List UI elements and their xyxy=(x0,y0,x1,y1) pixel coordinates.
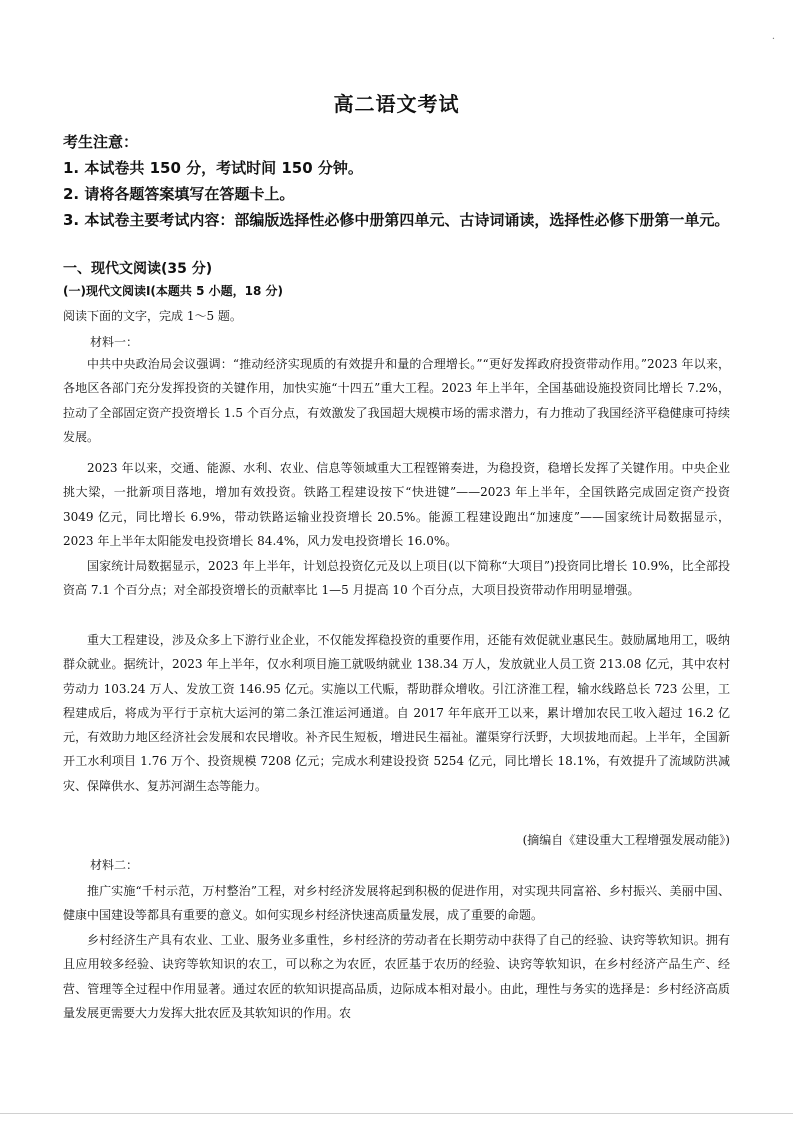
material-one-source: (摘编自《建设重大工程增强发展动能》) xyxy=(522,833,730,847)
notice-item-2: 2. 请将各题答案填写在答题卡上。 xyxy=(63,185,295,203)
material-one-paragraph-4: 重大工程建设，涉及众多上下游行业企业，不仅能发挥稳投资的重要作用，还能有效促就业惠民生。鼓励属地用工，吸纳群众就业。据统计，2023 年上半年，仅水利项目施工就吸纳就业 138.34 万人，发放就业人员工资 213.08 亿元，其中农村劳动力 103.24 万人、发放工资 146.95 亿元。实施以工代赈，帮助群众增收。引江济淮工程，输水线路总长 723 公里，工程建成后，将成为平行于京杭大运河的第二条江淮运河通道。自 2017 年年底开工以来，累计增加农民工收入超过 16.2 亿元，有效助力地区经济社会发展和农民增收。补齐民生短板，增进民生福祉。灌渠穿行沃野，大坝拔地而起。上半年，全国新开工水利项目 1.76 万个、投资规模 7208 亿元；完成水利建设投资 5254 亿元，同比增长 18.1%，有效提升了流域防洪减灾、保障供水、复苏河湖生态等能力。 xyxy=(63,633,730,793)
material-one-paragraph-2: 2023 年以来，交通、能源、水利、农业、信息等领域重大工程铿锵奏进，为稳投资，稳增长发挥了关键作用。中央企业挑大梁，一批新项目落地，增加有效投资。铁路工程建设按下“快进键”——2023 年上半年，全国铁路完成固定资产投资 3049 亿元，同比增长 6.9%，带动铁路运输业投资增长 20.5%。能源工程建设跑出“加速度”——国家统计局数据显示，2023 年上半年太阳能发电投资增长 84.4%，风力发电投资增长 16.0%。 xyxy=(63,461,730,548)
material-two-label: 材料二： xyxy=(90,858,139,872)
page-bottom-divider xyxy=(0,1113,793,1114)
corner-mark: · xyxy=(771,34,775,45)
material-one-label: 材料一： xyxy=(90,335,139,349)
section-heading: 一、现代文阅读(35 分) xyxy=(63,261,213,277)
notice-heading: 考生注意： xyxy=(63,133,139,151)
subsection-heading: (一)现代文阅读Ⅰ(本题共 5 小题，18 分) xyxy=(63,284,283,298)
material-two-paragraph-2: 乡村经济生产具有农业、工业、服务业多重性，乡村经济的劳动者在长期劳动中获得了自己的经验、诀窍等软知识。拥有且应用较多经验、诀窍等软知识的农工，可以称之为农匠，农匠基于农历的经验、诀窍等软知识，在乡村经济产品生产、经营、管理等全过程中作用显著。通过农匠的软知识提高品质，边际成本相对最小。由此，理性与务实的选择是：乡村经济高质量发展更需要大力发挥大批农匠及其软知识的作用。农 xyxy=(63,933,730,1020)
reading-instruction: 阅读下面的文字，完成 1～5 题。 xyxy=(63,309,242,323)
notice-item-3: 3. 本试卷主要考试内容：部编版选择性必修中册第四单元、古诗词诵读，选择性必修下册第一单元。 xyxy=(63,211,730,229)
material-one-paragraph-3: 国家统计局数据显示，2023 年上半年，计划总投资亿元及以上项目(以下简称“大项目”)投资同比增长 10.9%，比全部投资高 7.1 个百分点；对全部投资增长的贡献率比 1—5 月提高 10 个百分点，大项目投资带动作用明显增强。 xyxy=(63,559,730,598)
material-one-paragraph-1: 中共中央政治局会议强调：“推动经济实现质的有效提升和量的合理增长。”“更好发挥政府投资带动作用。”2023 年以来，各地区各部门充分发挥投资的关键作用，加快实施“十四五”重大工程。2023 年上半年，全国基础设施投资同比增长 7.2%，拉动了全部固定资产投资增长 1.5 个百分点，有效激发了我国超大规模市场的需求潜力，有力推动了我国经济平稳健康可持续发展。 xyxy=(63,357,730,444)
notice-item-1: 1. 本试卷共 150 分，考试时间 150 分钟。 xyxy=(63,159,363,177)
material-two-paragraph-1: 推广实施“千村示范，万村整治”工程，对乡村经济发展将起到积极的促进作用，对实现共同富裕、乡村振兴、美丽中国、健康中国建设等都具有重要的意义。如何实现乡村经济快速高质量发展，成了重要的命题。 xyxy=(63,884,730,923)
exam-title: 高二语文考试 xyxy=(333,92,460,116)
